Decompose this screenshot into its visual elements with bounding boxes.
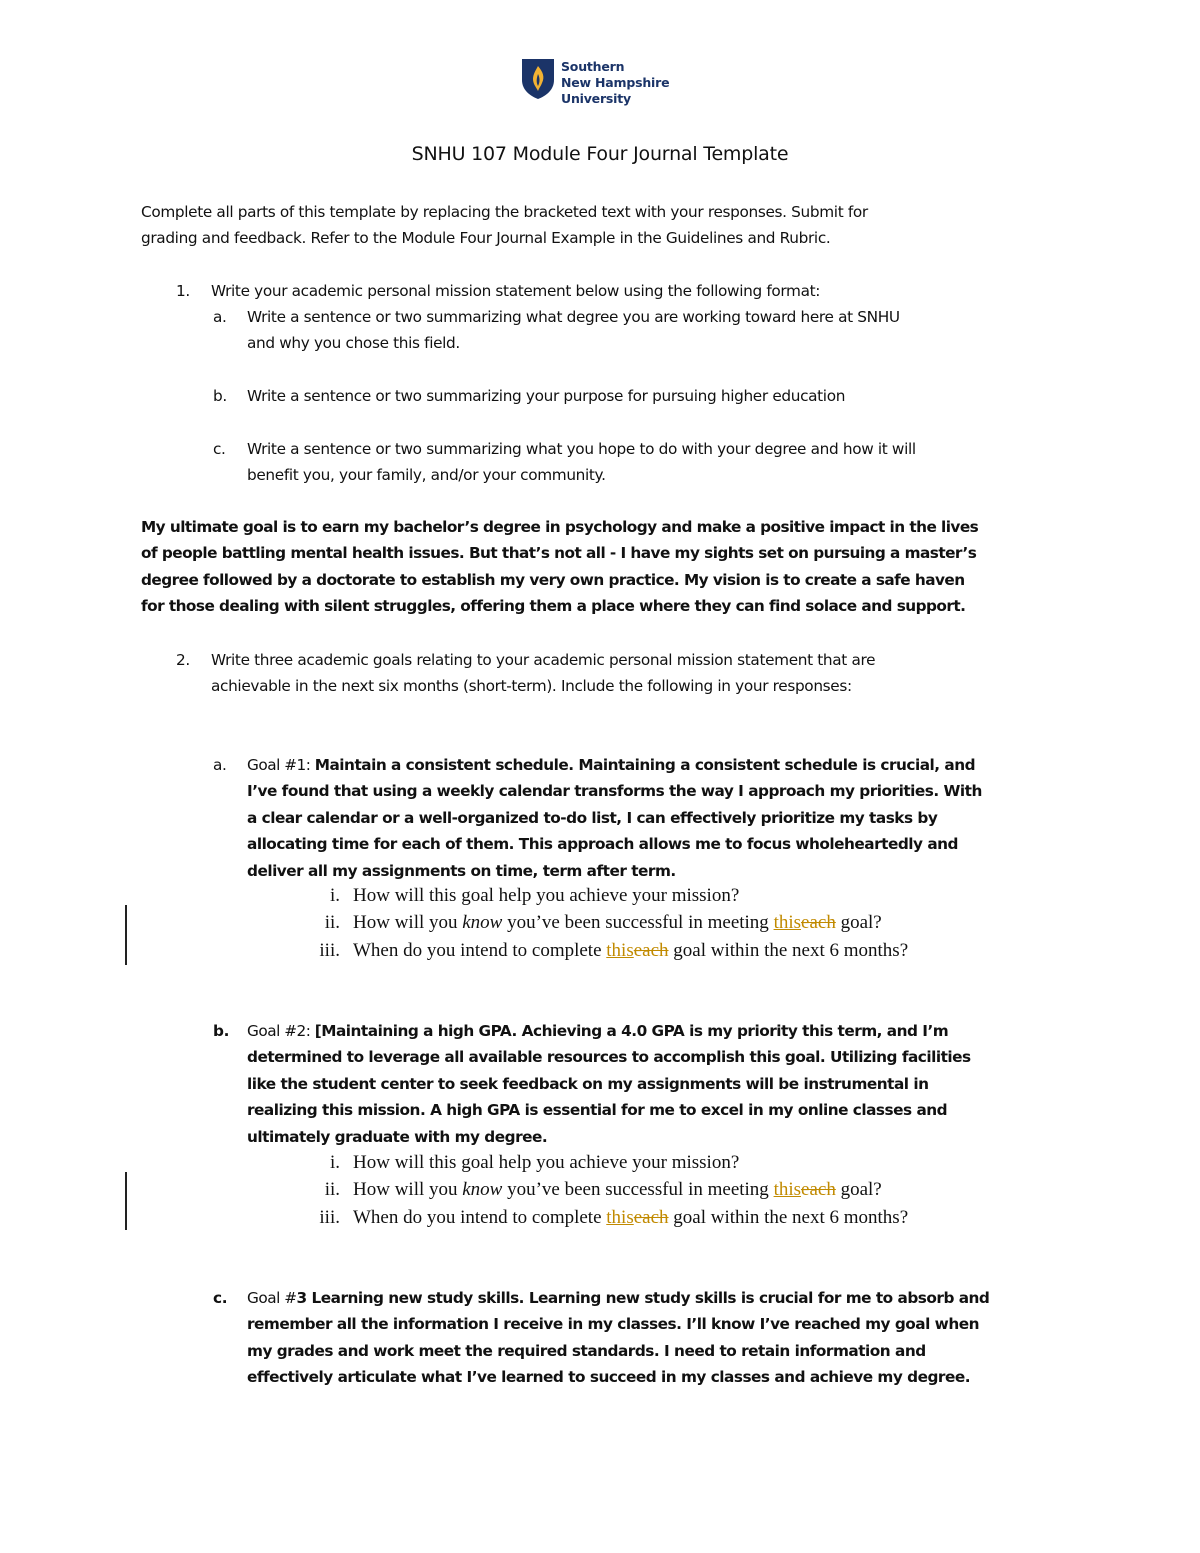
mission-line: degree followed by a doctorate to establish my very own practice. My vision is to create a safe haven [141,570,965,589]
page-title: SNHU 107 Module Four Journal Template [411,143,789,165]
snhu-shield-icon [521,58,555,100]
mission-line: for those dealing with silent struggles, offering them a place where they can find solace and support. [141,597,966,616]
question-timeline: When do you intend to complete thiseach goal within the next 6 months? [353,1206,909,1228]
mission-statement [141,514,978,620]
mission-line: My ultimate goal is to earn my bachelor’s degree in psychology and make a positive impact in the lives [141,518,979,536]
goal2-questions [353,1149,908,1231]
goal2-line: realizing this mission. A high GPA is essential for me to excel in my online classes and [247,1101,948,1120]
tracked-insertion: this [773,912,802,934]
item1-text: Write your academic personal mission statement below using the following format: [211,282,821,300]
goal1-text [247,752,982,884]
tracked-deletion: each [633,1206,669,1228]
item1-a-line: and why you chose this field. [247,334,460,353]
goal1-questions [353,882,908,964]
question-timeline: When do you intend to complete thiseach goal within the next 6 months? [353,939,909,961]
revision-bar [125,1172,127,1230]
item1-c-line: benefit you, your family, and/or your community. [247,466,606,485]
intro-line: Complete all parts of this template by replacing the bracketed text with your responses. Submit for [141,203,868,221]
goal1-line: a clear calendar or a well-organized to-do list, I can effectively prioritize my tasks by [247,808,938,827]
goal1-line: I’ve found that using a weekly calendar transforms the way I approach my priorities. With [247,782,982,801]
item2-text [211,647,875,700]
goal3-text [247,1285,989,1391]
logo-line-university: University [561,91,631,106]
goal2-line: determined to leverage all available resources to accomplish this goal. Utilizing facilities [247,1048,971,1067]
roman-marker: iii. [319,939,340,961]
goal1-line: deliver all my assignments on time, term after term. [247,861,676,880]
snhu-logo [521,58,669,107]
tracked-deletion: each [801,1179,836,1201]
item1-b-text: Write a sentence or two summarizing your purpose for pursuing higher education [247,387,846,405]
list-marker: 2. [176,651,190,669]
logo-line-new-hampshire: New Hampshire [561,75,670,90]
goal2-text [247,1018,971,1150]
goal1-line: Maintain a consistent schedule. Maintaining a consistent schedule is crucial, and [314,756,976,774]
goal1-line: allocating time for each of them. This approach allows me to focus wholeheartedly and [247,835,958,854]
goal2-label: Goal #2: [247,1022,315,1040]
roman-marker: i. [329,1152,340,1173]
list-marker: 1. [176,282,190,300]
question-markers [300,882,340,964]
tracked-insertion: this [606,1206,634,1228]
list-marker: a. [213,756,227,774]
roman-marker: ii. [324,1179,340,1201]
question-mission: How will this goal help you achieve your mission? [353,1152,740,1173]
goal1-label: Goal #1: [247,756,315,774]
goal2-line: [Maintaining a high GPA. Achieving a 4.0 GPA is my priority this term, and I’m [314,1022,949,1040]
intro-line: grading and feedback. Refer to the Module Four Journal Example in the Guidelines and Rubric. [141,229,831,248]
list-marker: a. [213,308,227,326]
item2-line: Write three academic goals relating to your academic personal mission statement that are [211,651,876,669]
tracked-insertion: this [606,939,634,961]
roman-marker: i. [329,885,340,906]
question-success: How will you know you’ve been successful in meeting thiseach goal? [353,912,882,934]
tracked-deletion: each [633,939,669,961]
question-mission: How will this goal help you achieve your mission? [353,885,740,906]
list-marker: c. [213,1289,228,1307]
goal3-label: Goal # [247,1289,297,1307]
logo-line-southern: Southern [561,59,625,74]
roman-marker: ii. [324,912,340,934]
list-marker: b. [213,1022,230,1040]
goal3-line: 3 Learning new study skills. Learning new study skills is crucial for me to absorb and [296,1289,990,1307]
roman-marker: iii. [319,1206,340,1228]
item1-a-text [247,304,900,357]
question-success: How will you know you’ve been successful in meeting thiseach goal? [353,1179,882,1201]
item2-line: achievable in the next six months (short-term). Include the following in your responses: [211,677,852,696]
item1-c-text [247,436,916,489]
goal3-line: remember all the information I receive in my classes. I’ll know I’ve reached my goal when [247,1315,979,1334]
goal2-line: like the student center to seek feedback on my assignments will be instrumental in [247,1074,929,1093]
intro-paragraph [141,199,868,252]
list-marker: c. [213,440,226,458]
question-markers [300,1149,340,1231]
tracked-insertion: this [773,1179,802,1201]
tracked-deletion: each [801,912,836,934]
mission-line: of people battling mental health issues. But that’s not all - I have my sights set on pursuing a master’s [141,544,977,563]
revision-bar [125,905,127,965]
goal3-line: my grades and work meet the required standards. I need to retain information and [247,1341,926,1360]
list-marker: b. [213,387,227,405]
item1-c-line: Write a sentence or two summarizing what you hope to do with your degree and how it will [247,440,916,458]
item1-a-line: Write a sentence or two summarizing what degree you are working toward here at SNHU [247,308,900,326]
goal2-line: ultimately graduate with my degree. [247,1127,548,1146]
goal3-line: effectively articulate what I’ve learned to succeed in my classes and achieve my degree. [247,1368,971,1387]
